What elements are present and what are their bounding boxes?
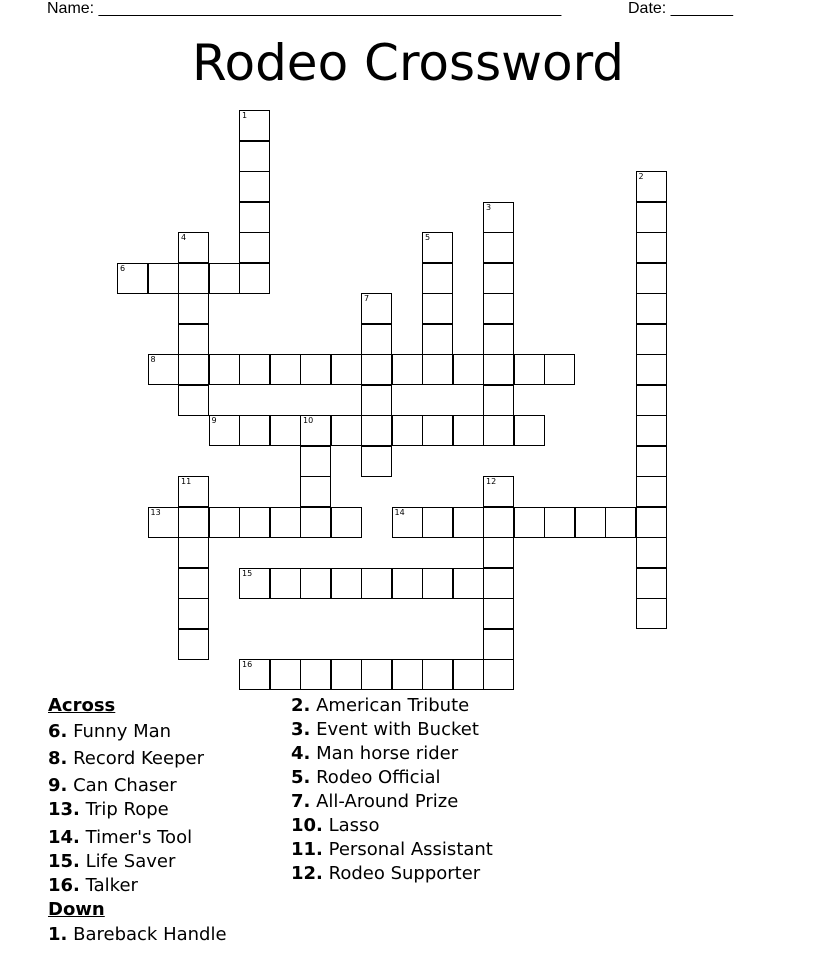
clue-number: 8.	[48, 748, 68, 769]
clue-across-16	[48, 875, 138, 897]
clue-text: Trip Rope	[85, 799, 169, 820]
clue-across-15	[48, 851, 175, 873]
clue-text: Timer's Tool	[85, 827, 193, 848]
clue-text: Life Saver	[85, 851, 176, 872]
clue-number-label: 15	[242, 568, 253, 578]
name-field: Name: ____________________________________________________	[47, 0, 562, 17]
clue-text: American Tribute	[316, 695, 470, 716]
clue-number: 12.	[291, 863, 323, 884]
clue-number: 10.	[291, 815, 323, 836]
clue-down-12	[291, 863, 480, 885]
clue-number-label: 16	[242, 660, 253, 669]
clue-number: 5.	[291, 767, 311, 788]
across-heading: Across	[48, 695, 116, 716]
clue-text: Man horse rider	[316, 743, 459, 764]
clue-text: Personal Assistant	[328, 839, 493, 860]
clue-number-label: 9	[211, 416, 217, 425]
down-heading: Down	[48, 899, 105, 920]
clue-number: 6.	[48, 721, 68, 742]
clue-text: Bareback Handle	[73, 924, 227, 945]
clue-down-1	[48, 924, 227, 946]
clue-across-13	[48, 799, 169, 821]
clue-number-label: 12	[486, 477, 497, 486]
clue-number-label: 7	[364, 294, 370, 303]
clue-number: 15.	[48, 851, 80, 872]
clue-text: Lasso	[328, 815, 380, 836]
clue-across-8	[48, 748, 204, 770]
clue-number: 13.	[48, 799, 80, 820]
clue-text: Event with Bucket	[316, 719, 479, 740]
clue-number-label: 6	[120, 263, 126, 273]
clue-number-label: 14	[394, 507, 405, 517]
clue-number-label: 1	[242, 111, 248, 120]
date-field: Date: _______	[628, 0, 733, 17]
clue-number: 7.	[291, 791, 311, 812]
clue-text: Record Keeper	[73, 748, 204, 769]
clue-across-9	[48, 775, 177, 797]
clue-text: All-Around Prize	[316, 791, 459, 812]
clue-number-label: 8	[150, 355, 156, 364]
clue-text: Rodeo Supporter	[328, 863, 481, 884]
clue-number-label: 13	[150, 507, 161, 517]
clue-number-label: 3	[486, 202, 492, 212]
clue-across-6	[48, 721, 171, 743]
clue-down-7	[291, 791, 458, 813]
clue-number: 4.	[291, 743, 311, 764]
clue-text: Can Chaser	[73, 775, 177, 796]
clue-across-14	[48, 827, 192, 849]
clue-down-5	[291, 767, 441, 789]
clue-number-label: 4	[181, 233, 187, 242]
clue-down-4	[291, 743, 458, 765]
clue-number-label: 11	[181, 477, 192, 486]
clue-text: Funny Man	[73, 721, 172, 742]
clue-number-label: 2	[638, 172, 644, 181]
clue-number: 9.	[48, 775, 68, 796]
clue-number: 16.	[48, 875, 80, 896]
clue-down-3	[291, 719, 479, 741]
clue-down-2	[291, 695, 469, 717]
clue-number-label: 5	[425, 233, 431, 242]
clue-down-11	[291, 839, 493, 861]
clue-number: 1.	[48, 924, 68, 945]
clue-number: 3.	[291, 719, 311, 740]
clue-number: 2.	[291, 695, 311, 716]
page-title: Rodeo Crossword	[191, 34, 625, 92]
clue-number: 14.	[48, 827, 80, 848]
clue-number: 11.	[291, 839, 323, 860]
clue-down-10	[291, 815, 379, 837]
clue-text: Rodeo Official	[316, 767, 441, 788]
clue-text: Talker	[85, 875, 138, 896]
clue-number-label: 10	[303, 416, 314, 425]
